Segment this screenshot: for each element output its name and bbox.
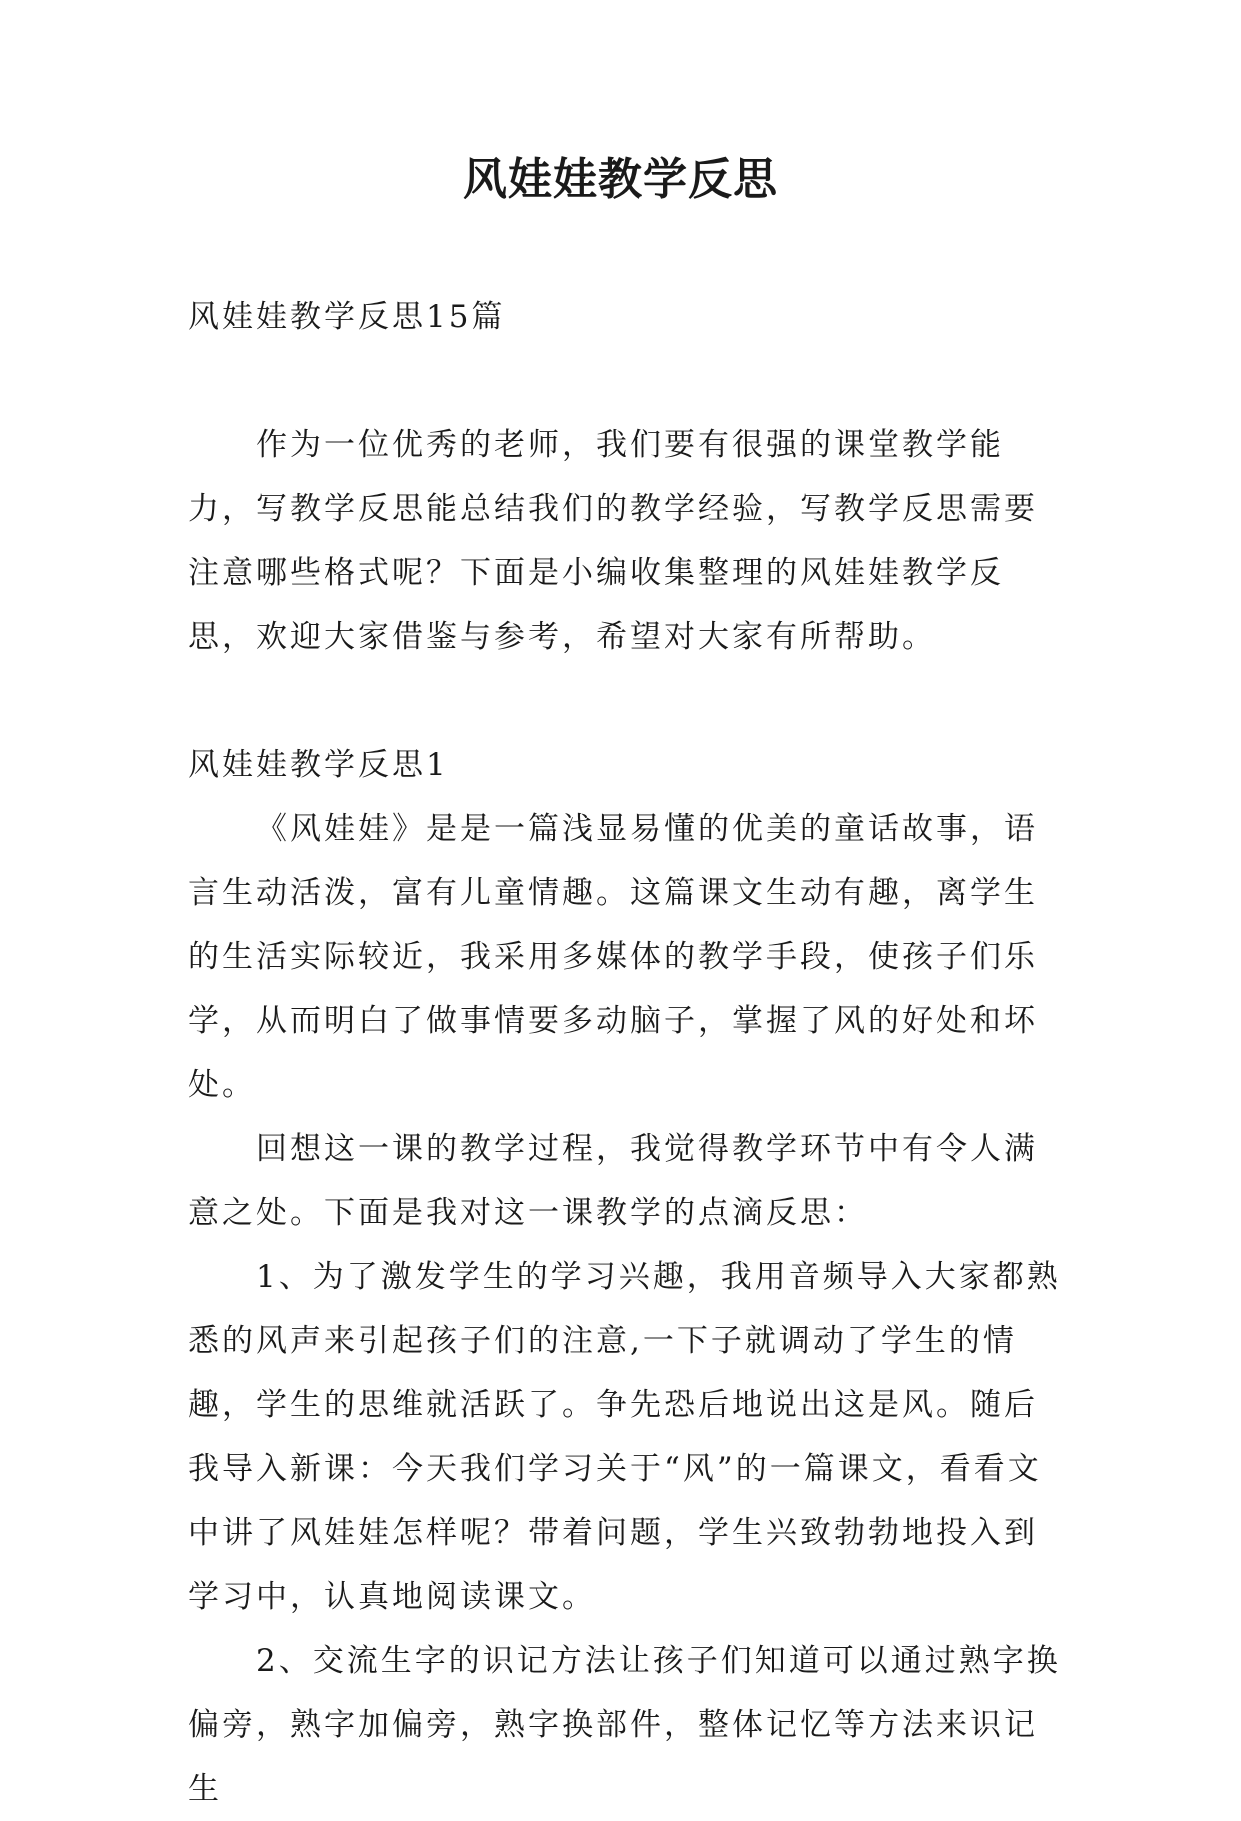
intro-paragraph: 作为一位优秀的老师，我们要有很强的课堂教学能力，写教学反思能总结我们的教学经验，写教学反思需要注意哪些格式呢？下面是小编收集整理的风娃娃教学反思，欢迎大家借鉴与参考，希望对大家有所帮助。 (188, 427, 1038, 655)
section-heading: 风娃娃教学反思1 (188, 747, 449, 783)
body-paragraph: 2、交流生字的识记方法让孩子们知道可以通过熟字换偏旁，熟字加偏旁，熟字换部件，整体记忆等方法来识记生 (188, 1643, 1061, 1807)
document-subtitle: 风娃娃教学反思15篇 (188, 299, 506, 335)
document-body (188, 285, 1068, 1821)
document-title: 风娃娃教学反思 (463, 154, 778, 205)
body-paragraph: 《风娃娃》是是一篇浅显易懂的优美的童话故事，语言生动活泼，富有儿童情趣。这篇课文生动有趣，离学生的生活实际较近，我采用多媒体的教学手段，使孩子们乐学，从而明白了做事情要多动脑子，掌握了风的好处和坏处。 (188, 811, 1038, 1103)
body-paragraph: 回想这一课的教学过程，我觉得教学环节中有令人满意之处。下面是我对这一课教学的点滴反思： (188, 1131, 1038, 1231)
body-paragraph: 1、为了激发学生的学习兴趣，我用音频导入大家都熟悉的风声来引起孩子们的注意,一下子就调动了学生的情趣，学生的思维就活跃了。争先恐后地说出这是风。随后我导入新课：今天我们学习关于“风”的一篇课文，看看文中讲了风娃娃怎样呢？带着问题，学生兴致勃勃地投入到学习中，认真地阅读课文。 (188, 1259, 1061, 1615)
